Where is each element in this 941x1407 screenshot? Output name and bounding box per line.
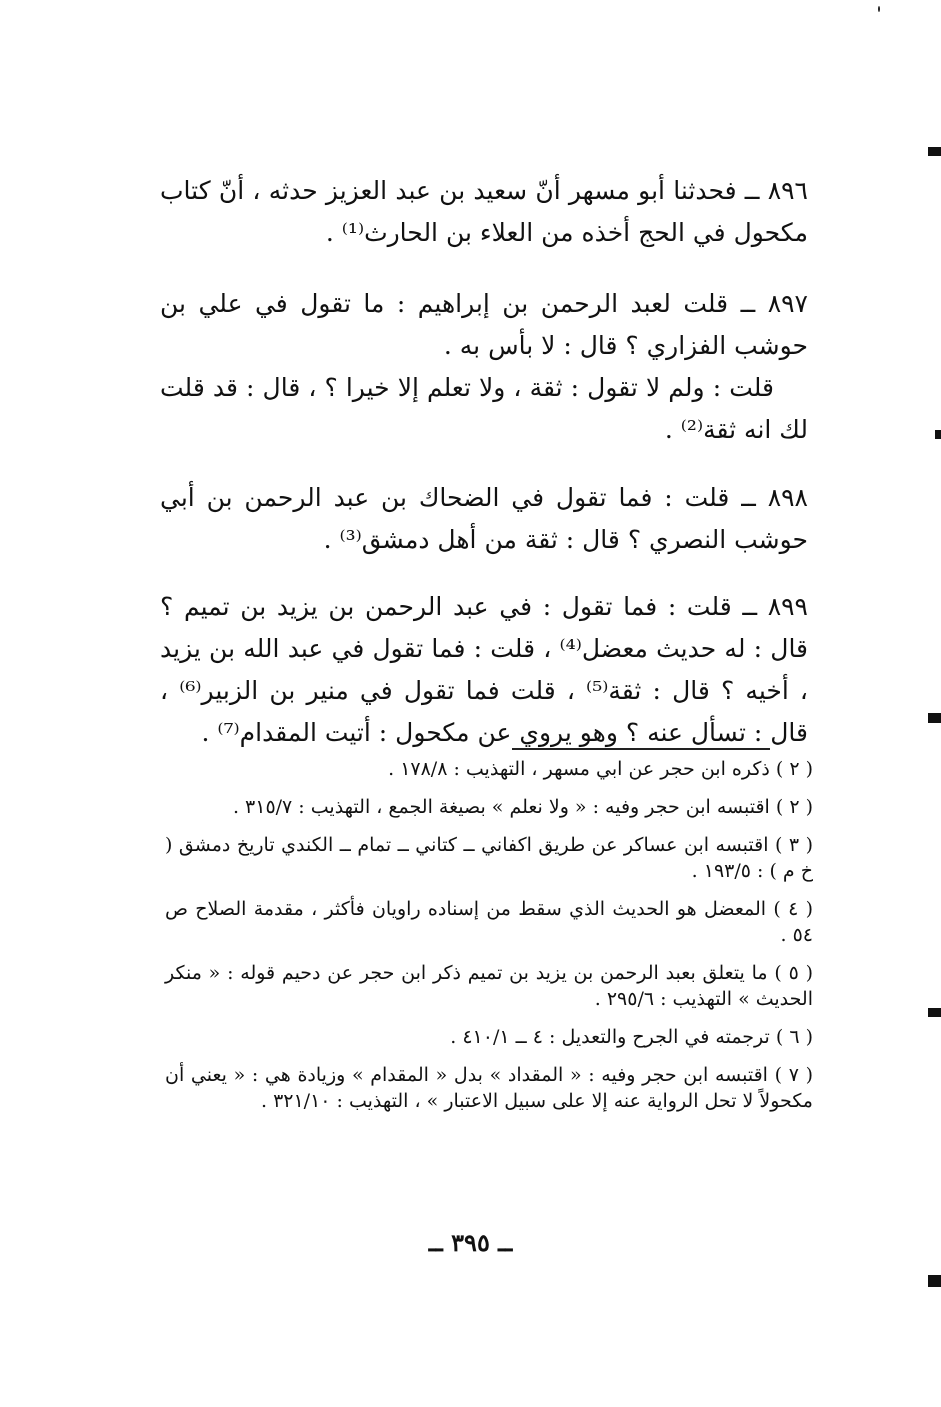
footnote-3: ( ٣ ) اقتبسه ابن عساكر عن طريق اكفاني ــ كتاني ــ تمام ــ الكندي تاريخ دمشق ( خ م ) : ١٩٣/٥ . [165, 834, 813, 882]
edge-mark [928, 147, 941, 156]
scan-speck [878, 6, 880, 12]
entry-899 [160, 586, 808, 754]
paragraph-899: ٨٩٩ ــ قلت : فما تقول : في عبد الرحمن بن يزيد بن تميم ؟ قال : له حديث معضل⁽⁴⁾ ، قلت : فما تقول في عبد الله بن يزيد ، أخيه ؟ قال : ثقة⁽⁵⁾ ، قلت فما تقول في منير بن الزبير⁽⁶⁾ ، قال : تسأل عنه ؟ وهو يروي عن مكحول : أتيت المقدام⁽⁷⁾ . [160, 592, 809, 747]
entry-896 [160, 170, 808, 254]
edge-mark [928, 1008, 941, 1017]
footnotes [165, 756, 813, 1126]
entry-897 [160, 283, 808, 451]
paragraph-896: ٨٩٦ ــ فحدثنا أبو مسهر أنّ سعيد بن عبد العزيز حدثه ، أنّ كتاب مكحول في الحج أخذه من العلاء بن الحارث⁽¹⁾ . [160, 176, 808, 247]
footnote-2: ( ٢ ) اقتبسه ابن حجر وفيه : « ولا نعلم » بصيغة الجمع ، التهذيب : ٣١٥/٧ . [232, 796, 813, 818]
footnote-5: ( ٥ ) ما يتعلق بعبد الرحمن بن يزيد بن تميم ذكر ابن حجر عن دحيم قوله : « منكر الحديث » التهذيب : ٢٩٥/٦ . [165, 962, 813, 1010]
footnote-1: ( ٢ ) ذكره ابن حجر عن ابي مسهر ، التهذيب : ١٧٨/٨ . [388, 758, 813, 780]
paragraph-898: ٨٩٨ ــ قلت : فما تقول في الضحاك بن عبد الرحمن بن أبي حوشب النصري ؟ قال : ثقة من أهل دمشق⁽³⁾ . [160, 483, 808, 554]
footnote-4: ( ٤ ) المعضل هو الحديث الذي سقط من إسناده راويان فأكثر ، مقدمة الصلاح ص ٥٤ . [165, 898, 814, 946]
paragraph-897-question: ٨٩٧ ــ قلت لعبد الرحمن بن إبراهيم : ما تقول في علي بن حوشب الفزاري ؟ قال : لا بأس به . [160, 289, 808, 360]
edge-mark [928, 713, 941, 723]
entry-898 [160, 477, 808, 561]
footnote-7: ( ٧ ) اقتبسه ابن حجر وفيه : « المقداد » بدل « المقدام » وزيادة هي : « يعني أن مكحولاً لا تحل الرواية عنه إلا على سبيل الاعتبار » ، التهذيب : ٣٢١/١٠ . [165, 1064, 813, 1112]
footnote-divider [512, 748, 770, 750]
edge-mark [935, 430, 941, 439]
footnote-6: ( ٦ ) ترجمته في الجرح والتعديل : ٤ ــ ٤١٠/١ . [450, 1026, 813, 1048]
paragraph-897-followup: قلت : ولم لا تقول : ثقة ، ولا تعلم إلا خيرا ؟ ، قال : قد قلت لك انه ثقة⁽²⁾ . [160, 373, 808, 444]
page-number: ــ ٣٩٥ ــ [428, 1228, 513, 1257]
edge-mark [928, 1275, 941, 1287]
